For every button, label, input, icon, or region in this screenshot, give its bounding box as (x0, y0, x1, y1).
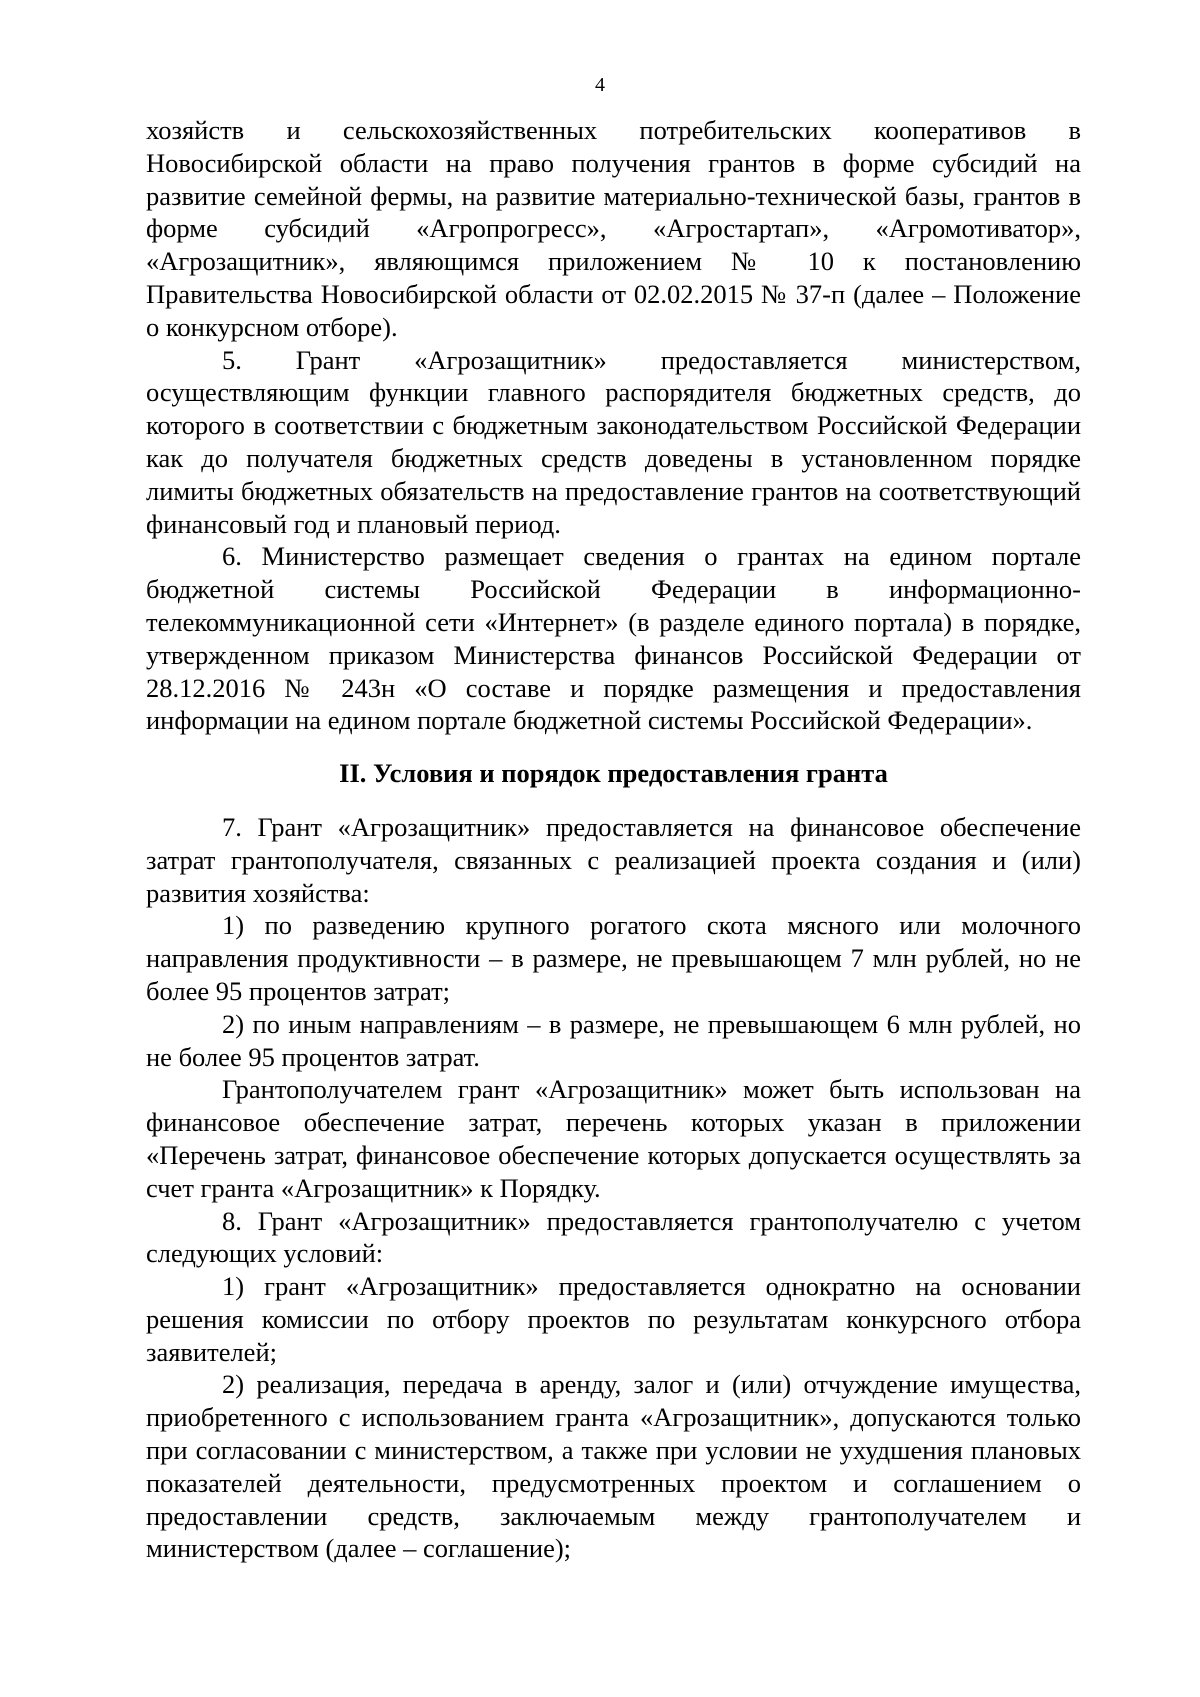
section-heading: II. Условия и порядок предоставления гранта (339, 758, 888, 789)
paragraph-continuation: хозяйств и сельскохозяйственных потребительских кооперативов в Новосибирской области на право получения грантов в форме субсидий на развитие семейной фермы, на развитие материально-технической базы, грантов в форме субсидий «Агропрогресс», «Агростартап», «Агромотиватор», «Агрозащитник», являющимся приложением № 10 к постановлению Правительства Новосибирской области от 02.02.2015 № 37-п (далее – Положение о конкурсном отборе). (146, 115, 1081, 342)
paragraph-grant-usage: Грантополучателем грант «Агрозащитник» может быть использован на финансовое обеспечение затрат, перечень которых указан в приложении «Перечень затрат, финансовое обеспечение которых допускается осуществлять за счет гранта «Агрозащитник» к Порядку. (146, 1074, 1081, 1203)
paragraph-subitem-8-2: 2) реализация, передача в аренду, залог и (или) отчуждение имущества, приобретенного с использованием гранта «Агрозащитник», допускаются только при согласовании с министерством, а также при условии не ухудшения плановых показателей деятельности, предусмотренных проектом и соглашением о предоставлении средств, заключаемым между грантополучателем и министерством (далее – соглашение); (146, 1369, 1081, 1564)
page-number: 4 (595, 74, 605, 96)
paragraph-item-6: 6. Министерство размещает сведения о грантах на едином портале бюджетной системы Российской Федерации в информационно-телекоммуникационной сети «Интернет» (в разделе единого портала) в порядке, утвержденном приказом Министерства финансов Российской Федерации от 28.12.2016 № 243н «О составе и порядке размещения и предоставления информации на едином портале бюджетной системы Российской Федерации». (146, 541, 1081, 736)
document-body (146, 114, 1081, 1565)
paragraph-item-8: 8. Грант «Агрозащитник» предоставляется грантополучателю с учетом следующих условий: (146, 1205, 1081, 1269)
paragraph-item-7: 7. Грант «Агрозащитник» предоставляется на финансовое обеспечение затрат грантополучателя, связанных с реализацией проекта создания и (или) развития хозяйства: (146, 811, 1081, 908)
paragraph-subitem-8-1: 1) грант «Агрозащитник» предоставляется однократно на основании решения комиссии по отбору проектов по результатам конкурсного отбора заявителей; (146, 1271, 1081, 1367)
paragraph-subitem-7-1: 1) по разведению крупного рогатого скота мясного или молочного направления продуктивности – в размере, не превышающем 7 млн рублей, но не более 95 процентов затрат; (146, 910, 1081, 1006)
paragraph-item-5: 5. Грант «Агрозащитник» предоставляется министерством, осуществляющим функции главного распорядителя бюджетных средств, до которого в соответствии с бюджетным законодательством Российской Федерации как до получателя бюджетных средств доведены в установленном порядке лимиты бюджетных обязательств на предоставление грантов на соответствующий финансовый год и плановый период. (146, 344, 1081, 539)
paragraph-subitem-7-2: 2) по иным направлениям – в размере, не превышающем 6 млн рублей, но не более 95 процентов затрат. (146, 1008, 1081, 1072)
